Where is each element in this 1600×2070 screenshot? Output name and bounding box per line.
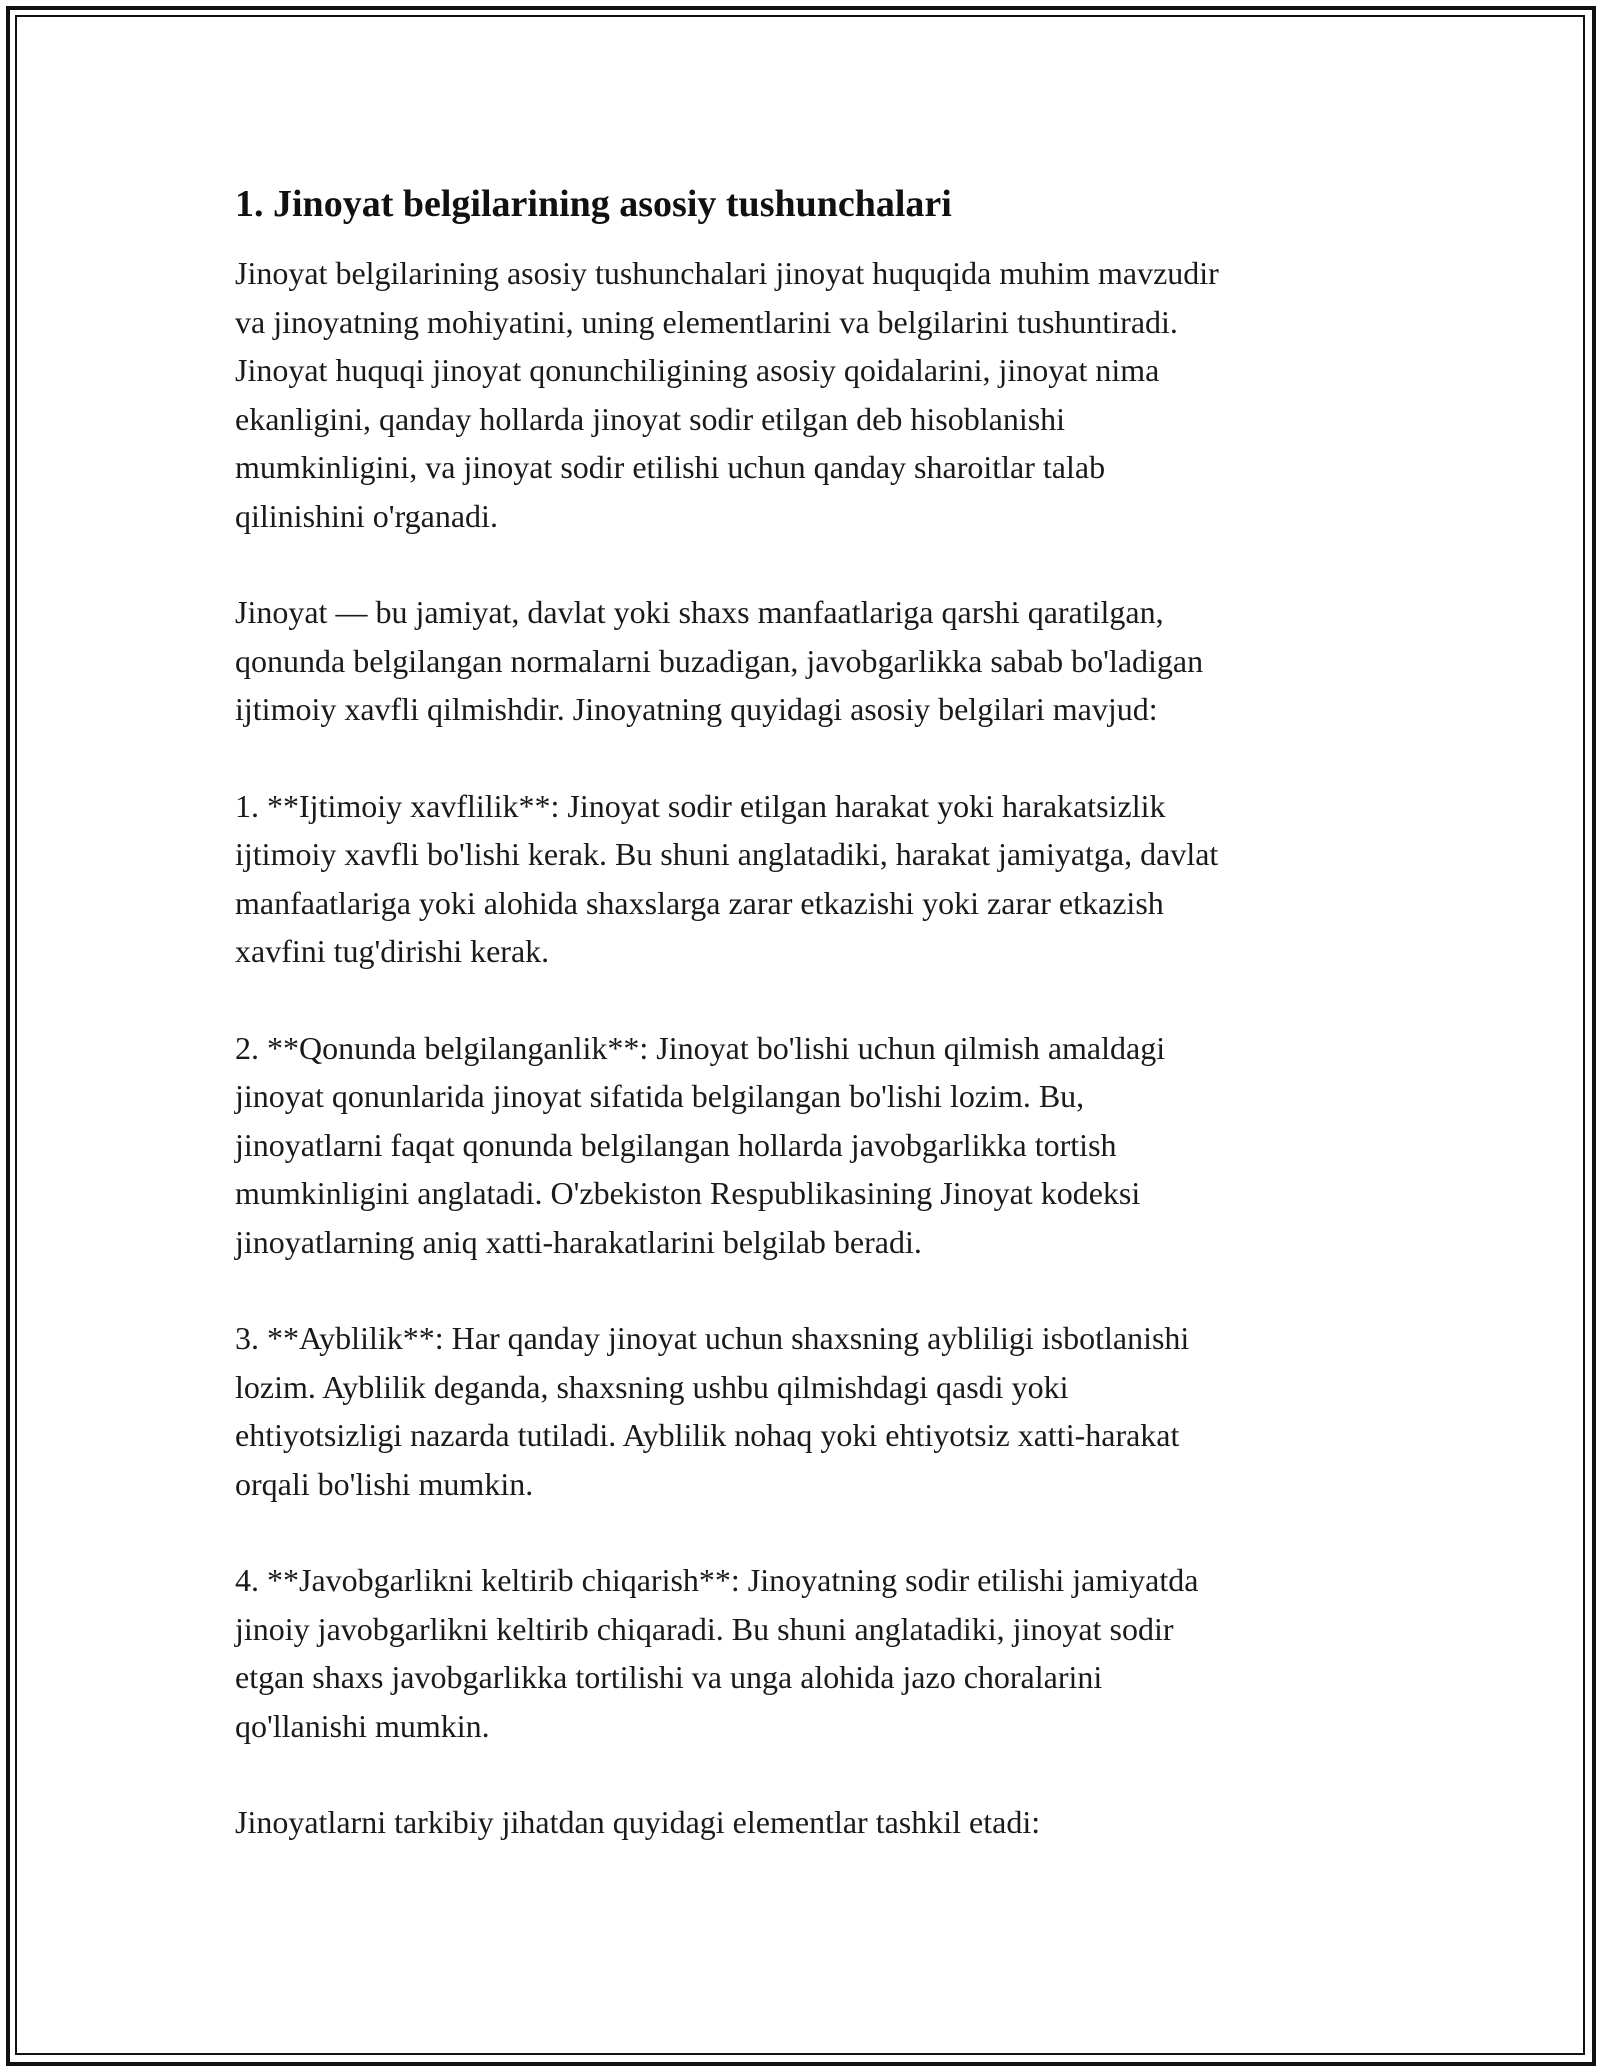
section-heading: 1. Jinoyat belgilarining asosiy tushunchalari bbox=[235, 183, 952, 225]
list-item-guilt: 3. **Ayblilik**: Har qanday jinoyat uchun shaxsning aybliligi isbotlanishi lozim. Ayblilik deganda, shaxsning ushbu qilmishdagi qasdi yoki ehtiyotsizligi nazarda tutiladi. Ayblilik nohaq yoki ehtiyotsiz xatti-harakat orqali bo'lishi mumkin. bbox=[235, 1320, 1190, 1502]
list-item-legality: 2. **Qonunda belgilanganlik**: Jinoyat bo'lishi uchun qilmish amaldagi jinoyat qonunlarida jinoyat sifatida belgilangan bo'lishi lozim. Bu, jinoyatlarni faqat qonunda belgilangan hollarda javobgarlikka tortish mumkinligini anglatadi. O'zbekiston Respublikasining Jinoyat kodeksi jinoyatlarning aniq xatti-harakatlarini belgilab beradi. bbox=[235, 1029, 1166, 1260]
closing-paragraph: Jinoyatlarni tarkibiy jihatdan quyidagi elementlar tashkil etadi: bbox=[235, 1804, 1041, 1841]
list-item-social-danger: 1. **Ijtimoiy xavflilik**: Jinoyat sodir etilgan harakat yoki harakatsizlik ijtimoiy xavfli bo'lishi kerak. Bu shuni anglatadiki, harakat jamiyatga, davlat manfaatlariga yoki alohida shaxslarga zarar etkazishi yoki zarar etkazish xavfini tug'dirishi kerak. bbox=[235, 787, 1219, 970]
definition-paragraph: Jinoyat — bu jamiyat, davlat yoki shaxs manfaatlariga qarshi qaratilgan, qonunda belgilangan normalarni buzadigan, javobgarlikka sabab bo'ladigan ijtimoiy xavfli qilmishdir. Jinoyatning quyidagi asosiy belgilari mavjud: bbox=[235, 594, 1204, 728]
document-body bbox=[235, 178, 1375, 1895]
list-item-liability: 4. **Javobgarlikni keltirib chiqarish**: Jinoyatning sodir etilishi jamiyatda jinoiy javobgarlikni keltirib chiqaradi. Bu shuni anglatadiki, jinoyat sodir etgan shaxs javobgarlikka tortilishi va unga alohida jazo choralarini qo'llanishi mumkin. bbox=[235, 1562, 1199, 1744]
intro-paragraph: Jinoyat belgilarining asosiy tushunchalari jinoyat huquqida muhim mavzudir va jinoyatning mohiyatini, uning elementlarini va belgilarini tushuntiradi. Jinoyat huquqi jinoyat qonunchiligining asosiy qoidalarini, jinoyat nima ekanligini, qanday hollarda jinoyat sodir etilgan deb hisoblanishi mumkinligini, va jinoyat sodir etilishi uchun qanday sharoitlar talab qilinishini o'rganadi. bbox=[235, 255, 1219, 534]
